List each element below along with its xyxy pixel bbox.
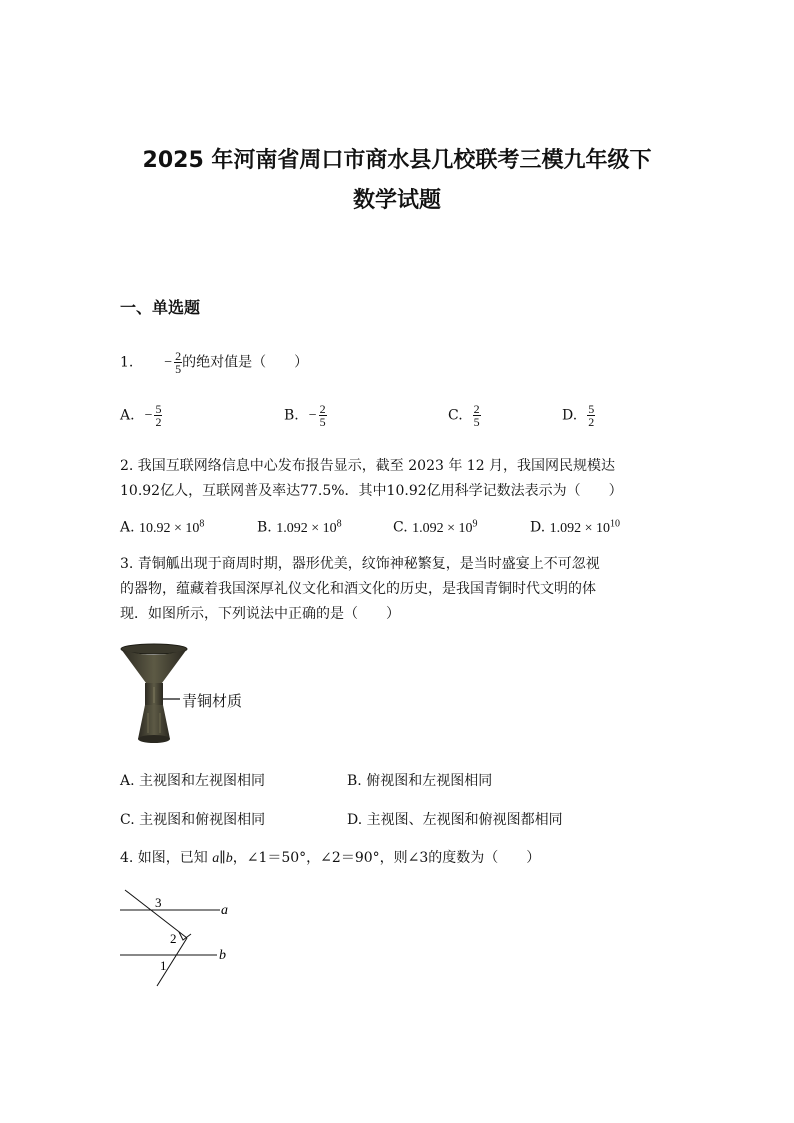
option-c[interactable]: C. $\frac{2}{5}$	[448, 402, 480, 429]
option-b[interactable]: B. $1.092 \times 10^8$	[257, 518, 342, 536]
option-d[interactable]: D. 主视图、左视图和俯视图都相同	[347, 812, 563, 828]
bronze-gu-vessel-image	[118, 643, 190, 745]
option-b[interactable]: B. − $\frac{2}{5}$	[284, 402, 326, 429]
option-c[interactable]: C. $1.092 \times 10^9$	[393, 518, 478, 536]
option-d[interactable]: D. $\frac{5}{2}$	[562, 402, 595, 429]
option-a[interactable]: A. 主视图和左视图相同	[120, 773, 266, 789]
question-3-line-1: 3. 青铜觚出现于商周时期，器形优美，纹饰神秘繁复，是当时盛宴上不可忽视	[120, 556, 600, 572]
question-2-line-1: 2. 我国互联网络信息中心发布报告显示，截至 2023 年 12 月，我国网民规模达	[120, 458, 616, 474]
line-b-label: b	[219, 948, 226, 963]
image-label: 青铜材质	[182, 692, 243, 710]
parallel-lines-figure	[115, 880, 245, 990]
document-title-line-2: 数学试题	[352, 188, 441, 213]
question-number: 1.	[120, 354, 134, 371]
question-1	[120, 350, 308, 375]
question-4: 4. 如图，已知 a∥b，∠1＝50°，∠2＝90°，则∠3的度数为（ ）	[120, 850, 541, 866]
angle-2-label: 2	[170, 931, 177, 946]
option-c[interactable]: C. 主视图和俯视图相同	[120, 812, 266, 828]
option-a[interactable]: A. $10.92 \times 10^8$	[120, 518, 205, 536]
minus-sign: −	[164, 354, 173, 370]
option-d[interactable]: D. $1.092 \times 10^{10}$	[530, 518, 621, 536]
section-heading: 一、单选题	[120, 298, 201, 317]
question-3-line-3: 现．如图所示，下列说法中正确的是（ ）	[120, 606, 400, 622]
line-a-label: a	[221, 903, 228, 918]
question-text: 的绝对值是（ ）	[182, 354, 309, 371]
angle-1-label: 1	[160, 958, 167, 973]
option-a[interactable]: A. − $\frac{5}{2}$	[120, 402, 162, 429]
option-b[interactable]: B. 俯视图和左视图相同	[347, 773, 493, 789]
document-title-line-1: 2025 年河南省周口市商水县几校联考三模九年级下	[142, 148, 652, 173]
question-3-line-2: 的器物，蕴藏着我国深厚礼仪文化和酒文化的历史，是我国青铜时代文明的体	[120, 581, 596, 597]
angle-3-label: 3	[155, 895, 162, 910]
question-2-line-2: 10.92亿人，互联网普及率达77.5%．其中10.92亿用科学记数法表示为（ ）	[120, 483, 623, 499]
fraction: $\frac{2}{5}$	[175, 349, 182, 376]
